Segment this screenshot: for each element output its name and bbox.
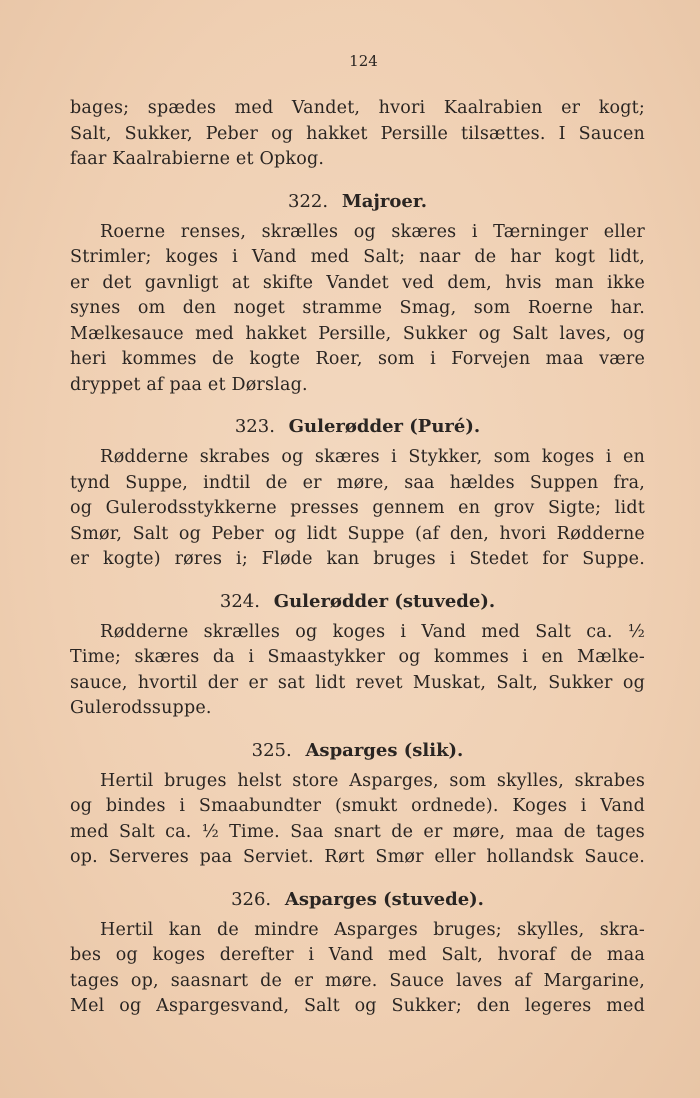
intro-paragraph (70, 96, 645, 173)
text-line: bages; spædes med Vandet, hvori Kaalrabien er kogt; (70, 98, 645, 118)
text-line: og bindes i Smaabundter (smukt ordnede). Koges i Vand (70, 796, 645, 816)
text-line: Rødderne skrabes og skæres i Stykker, som koges i en (100, 447, 645, 467)
text-line: Mælkesauce med hakket Persille, Sukker og Salt laves, og (70, 323, 645, 344)
recipe-title: Majroer. (341, 190, 427, 212)
text-line: faar Kaalrabierne et Opkog. (70, 149, 325, 169)
recipe-heading (70, 191, 645, 212)
recipe-body (70, 220, 645, 399)
recipe-number: 325. (251, 739, 292, 761)
text-line: synes om den noget stramme Smag, som Roerne har. (70, 298, 645, 318)
text-line: op. Serveres paa Serviet. Rørt Smør eller hollandsk Sauce. (70, 847, 645, 867)
recipe-body (70, 769, 645, 871)
text-line: Smør, Salt og Peber og lidt Suppe (af den, hvori Rødderne (70, 523, 645, 544)
text-line: Gulerodssuppe. (70, 698, 212, 718)
recipe-heading (70, 591, 645, 612)
text-line: Rødderne skrælles og koges i Vand med Salt ca. ½ (100, 621, 645, 642)
text-line: Hertil bruges helst store Asparges, som skylles, skrabes (100, 770, 645, 791)
text-line: dryppet af paa et Dørslag. (70, 374, 308, 395)
text-line: bes og koges derefter i Vand med Salt, hvoraf de maa (70, 945, 645, 965)
text-line: er det gavnligt at skifte Vandet ved dem, hvis man ikke (70, 272, 645, 293)
recipe-body (70, 918, 645, 1020)
recipe-body (70, 620, 645, 722)
recipe-heading (70, 740, 645, 761)
text-line: sauce, hvortil der er sat lidt revet Muskat, Salt, Sukker og (70, 672, 645, 693)
text-line: heri kommes de kogte Roer, som i Forvejen maa være (70, 349, 645, 369)
text-line: Salt, Sukker, Peber og hakket Persille tilsættes. I Saucen (70, 123, 645, 144)
recipe-title: Gulerødder (stuvede). (273, 590, 496, 612)
recipe-title: Gulerødder (Puré). (288, 416, 481, 437)
text-line: tynd Suppe, indtil de er møre, saa hældes Suppen fra, (70, 472, 645, 493)
text-line: Mel og Aspargesvand, Salt og Sukker; den legeres med (70, 996, 645, 1016)
recipe-number: 323. (234, 416, 275, 437)
recipe-title: Asparges (stuvede). (284, 888, 484, 910)
recipe-heading (70, 416, 645, 437)
recipe-number: 326. (231, 888, 272, 910)
recipe-heading (70, 889, 645, 910)
recipe-title: Asparges (slik). (305, 739, 464, 761)
text-line: og Gulerodsstykkerne presses gennem en grov Sigte; lidt (70, 498, 645, 518)
text-line: Time; skæres da i Smaastykker og kommes i en Mælke- (70, 647, 645, 667)
recipe-number: 322. (288, 190, 329, 212)
text-line: tages op, saasnart de er møre. Sauce laves af Margarine, (70, 970, 645, 991)
recipe-body (70, 445, 645, 573)
text-line: med Salt ca. ½ Time. Saa snart de er møre, maa de tages (70, 821, 645, 842)
text-line: er kogte) røres i; Fløde kan bruges i Stedet for Suppe. (70, 549, 645, 569)
text-line: Hertil kan de mindre Asparges bruges; skylles, skra- (100, 919, 645, 940)
recipe-number: 324. (219, 590, 260, 612)
book-page (70, 52, 645, 1020)
page-number: 124 (349, 52, 378, 70)
text-line: Roerne renses, skrælles og skæres i Tærninger eller (100, 221, 645, 242)
text-line: Strimler; koges i Vand med Salt; naar de har kogt lidt, (70, 247, 645, 267)
